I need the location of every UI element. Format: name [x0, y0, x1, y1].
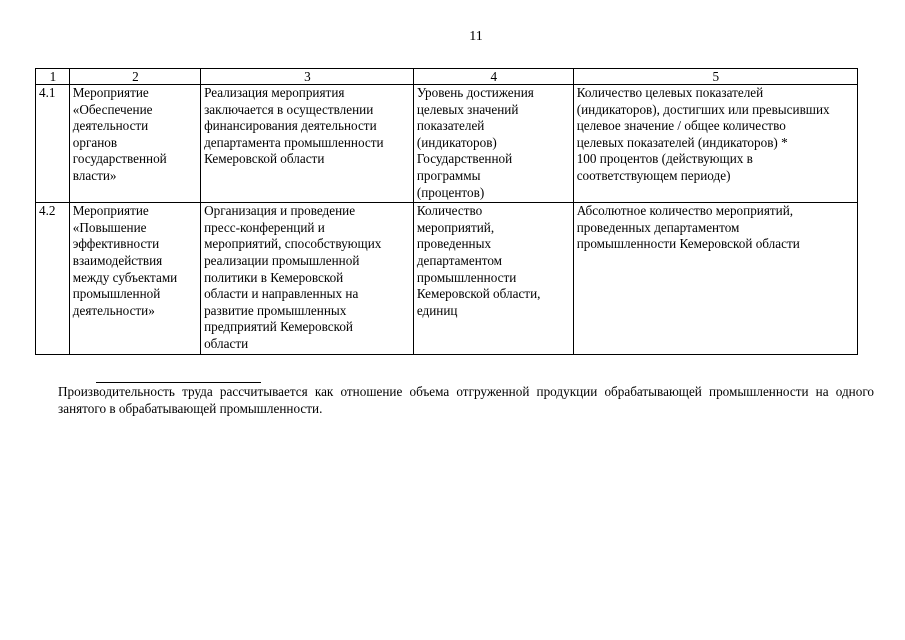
indicator-name-cell: Количество мероприятий, проведенных департаментом промышленности Кемеровской области, единиц — [413, 203, 573, 354]
event-description-cell: Организация и проведение пресс-конференций и мероприятий, способствующих реализации промышленной политики в Кемеровской области и направленных на развитие промышленных предприятий Кемеровской области — [201, 203, 414, 354]
row-number-cell: 4.1 — [36, 85, 70, 203]
footnote-text: Производительность труда рассчитывается как отношение объема отгруженной продукции обрабатывающей промышленности на одного занятого в обрабатывающей промышленности. — [58, 384, 874, 416]
header-cell-2: 2 — [69, 69, 200, 85]
table-header-row — [36, 69, 858, 85]
event-name-cell: Мероприятие «Повышение эффективности взаимодействия между субъектами промышленной деятельности» — [69, 203, 200, 354]
page-number: 11 — [469, 29, 483, 44]
event-name-cell: Мероприятие «Обеспечение деятельности органов государственной власти» — [69, 85, 200, 203]
header-cell-4: 4 — [413, 69, 573, 85]
indicator-name-cell: Уровень достижения целевых значений показателей (индикаторов) Государственной программы (процентов) — [413, 85, 573, 203]
header-cell-1: 1 — [36, 69, 70, 85]
indicators-table — [35, 68, 858, 355]
table-row — [36, 85, 858, 203]
event-description-cell: Реализация мероприятия заключается в осуществлении финансирования деятельности департамента промышленности Кемеровской области — [201, 85, 414, 203]
header-cell-3: 3 — [201, 69, 414, 85]
calculation-formula-cell: Количество целевых показателей (индикаторов), достигших или превысивших целевое значение / общее количество целевых показателей (индикаторов) * 100 процентов (действующих в соответствующем периоде) — [573, 85, 857, 203]
row-number-cell: 4.2 — [36, 203, 70, 354]
table-row — [36, 203, 858, 354]
header-cell-5: 5 — [573, 69, 857, 85]
calculation-formula-cell: Абсолютное количество мероприятий, проведенных департаментом промышленности Кемеровской области — [573, 203, 857, 354]
